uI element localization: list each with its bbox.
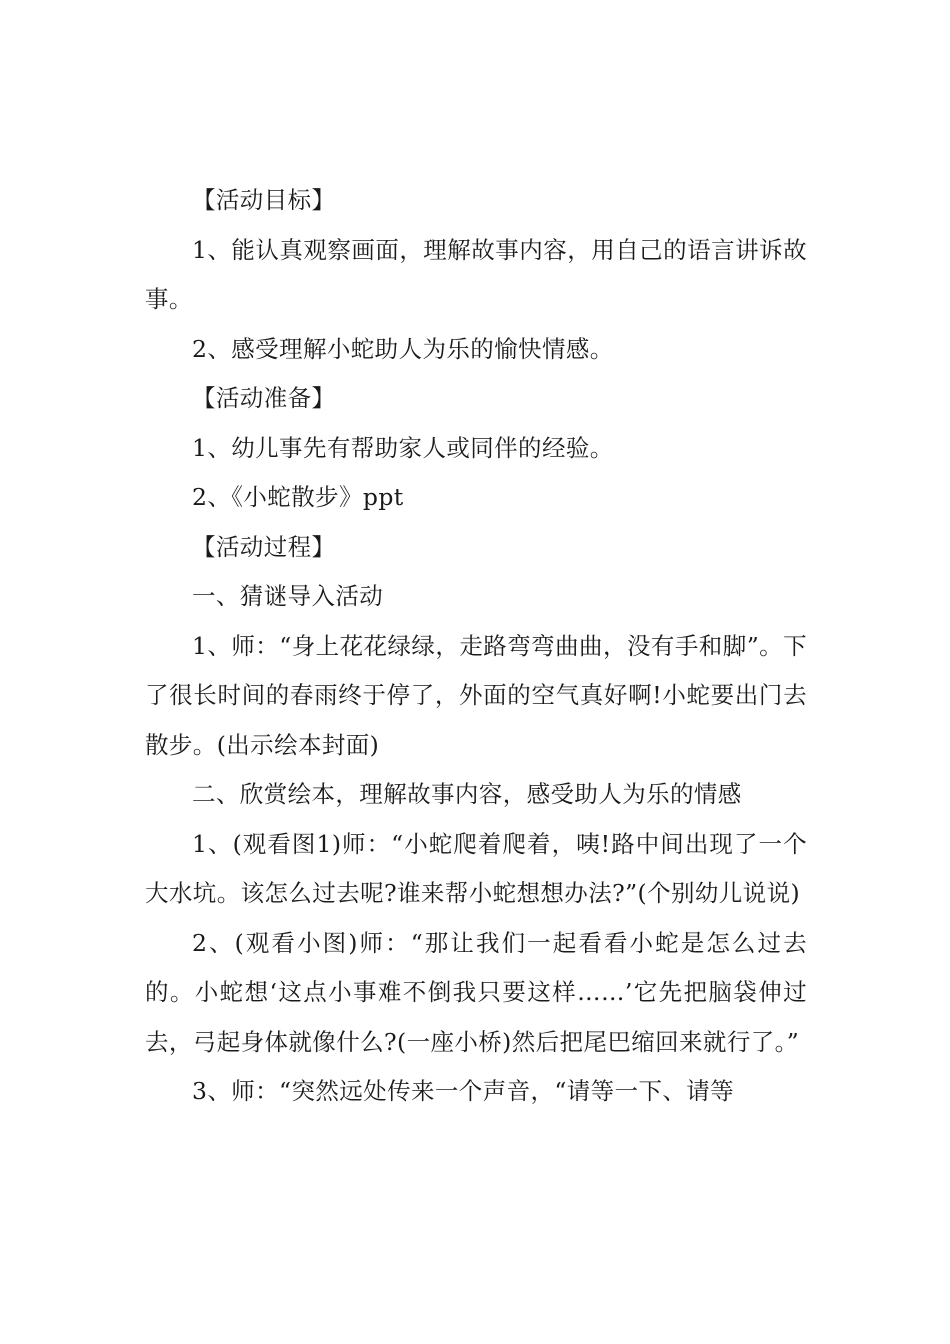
document-body xyxy=(145,176,807,1117)
paragraph-process-1: 一、猜谜导入活动 xyxy=(192,582,384,610)
paragraph-prep-2: 2、《小蛇散步》ppt xyxy=(192,483,404,511)
paragraph-process-2-2: 2、(观看小图)师：“那让我们一起看看小蛇是怎么过去的。小蛇想‘这点小事难不倒我只要这样……’它先把脑袋伸过去，弓起身体就像什么?(一座小桥)然后把尾巴缩回来就行了。” xyxy=(145,928,807,1056)
paragraph-process-1-1: 1、师：“身上花花绿绿，走路弯弯曲曲，没有手和脚”。下了很长时间的春雨终于停了，外面的空气真好啊!小蛇要出门去散步。(出示绘本封面) xyxy=(145,631,807,759)
paragraph-process-2-3: 3、师：“突然远处传来一个声音，“请等一下、请等 xyxy=(192,1077,735,1105)
paragraph-process-2-1: 1、(观看图1)师：“小蛇爬着爬着，咦!路中间出现了一个大水坑。该怎么过去呢?谁来帮小蛇想想办法?”(个别幼儿说说) xyxy=(145,829,807,907)
section-heading-process: 【活动过程】 xyxy=(192,532,336,561)
section-heading-prep: 【活动准备】 xyxy=(192,384,336,412)
paragraph-process-2: 二、欣赏绘本，理解故事内容，感受助人为乐的情感 xyxy=(192,780,742,808)
section-heading-goal: 【活动目标】 xyxy=(192,186,336,214)
paragraph-prep-1: 1、幼儿事先有帮助家人或同伴的经验。 xyxy=(192,433,614,462)
paragraph-goal-1: 1、能认真观察画面，理解故事内容，用自己的语言讲诉故事。 xyxy=(145,235,807,313)
paragraph-goal-2: 2、感受理解小蛇助人为乐的愉快情感。 xyxy=(192,334,614,363)
